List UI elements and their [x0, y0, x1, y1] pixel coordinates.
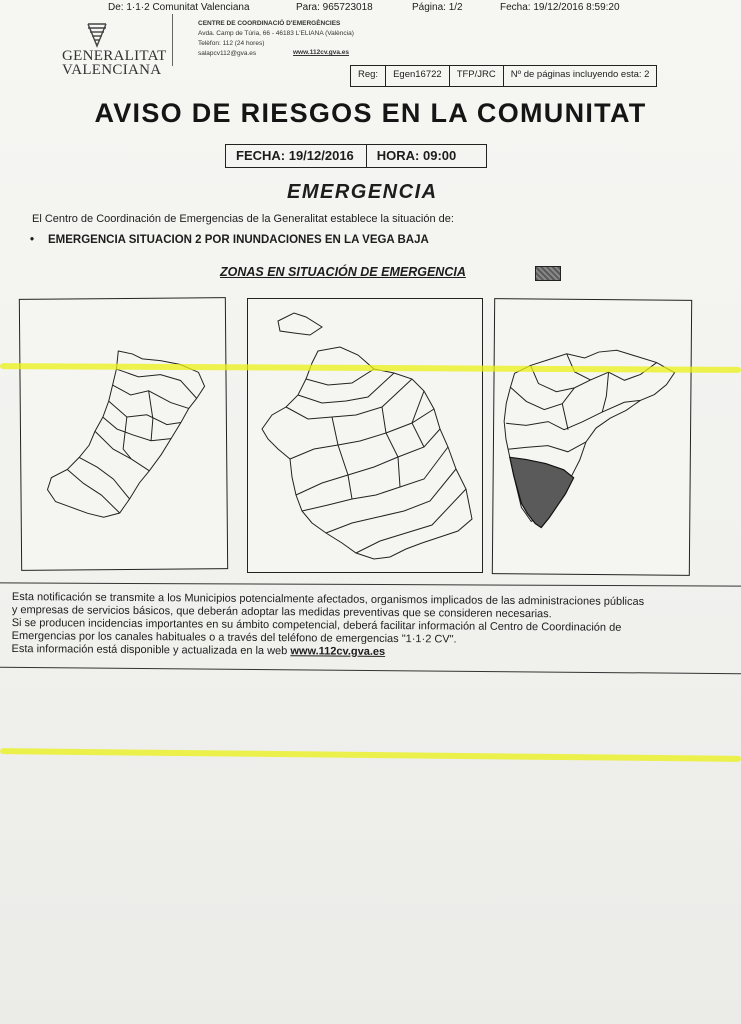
yellow-highlighter-stroke	[0, 748, 741, 762]
registry-label: Reg:	[351, 66, 386, 86]
notice-line: Emergencias por los canales habituales o a través del teléfono de emergencias "1·1·2 CV".	[11, 629, 457, 646]
fax-header	[0, 0, 741, 14]
center-web-link[interactable]: www.112cv.gva.es	[293, 49, 350, 56]
zones-heading: ZONAS EN SITUACIÓN DE EMERGENCIA	[220, 265, 466, 279]
registry-number: Egen16722	[386, 66, 450, 86]
logo-text-line2: VALENCIANA	[62, 62, 162, 78]
fax-date: Fecha: 19/12/2016 8:59:20	[500, 2, 620, 13]
intro-text: El Centro de Coordinación de Emergencias de la Generalitat establece la situación de:	[32, 213, 454, 225]
generalitat-emblem-icon	[84, 20, 110, 48]
notice-web-link[interactable]: www.112cv.gva.es	[290, 645, 386, 658]
distribution-notice	[11, 591, 741, 662]
logo-text-line1: GENERALITAT	[62, 48, 167, 64]
fax-recipient: Para: 965723018	[296, 2, 373, 13]
castellon-map-outline	[20, 298, 227, 570]
page-title: AVISO DE RIESGOS EN LA COMUNITAT	[94, 98, 647, 128]
map-alicante	[492, 298, 692, 576]
notice-bottom-rule	[0, 667, 741, 674]
notice-web-text: Esta información está disponible y actualizada en la web	[11, 642, 288, 658]
center-name: CENTRE DE COORDINACIÓ D'EMERGÈNCIES	[198, 20, 341, 27]
notice-top-rule	[0, 582, 741, 586]
map-castellon	[19, 297, 228, 571]
notice-time: HORA: 09:00	[376, 148, 457, 163]
notice-date: FECHA: 19/12/2016	[226, 145, 367, 167]
fax-from: De: 1·1·2 Comunitat Valenciana	[108, 2, 250, 13]
fax-page-number: Página: 1/2	[412, 2, 463, 13]
situation-text: EMERGENCIA SITUACION 2 POR INUNDACIONES EN LA VEGA BAJA	[48, 234, 429, 246]
center-phone: Telèfon: 112 (24 hores)	[198, 40, 265, 47]
alert-level: EMERGENCIA	[287, 181, 438, 203]
situation-bullet	[30, 234, 429, 246]
registry-table	[350, 65, 657, 87]
registry-page-count: Nº de páginas incluyendo esta: 2	[510, 69, 650, 80]
center-email: salapcv112@gva.es	[198, 50, 257, 57]
map-valencia	[247, 298, 483, 573]
emergency-zone-legend-swatch	[535, 266, 561, 281]
notice-line: Si se producen incidencias importantes en su ámbito competencial, deberá facilitar información al Centro de Coordinación de	[11, 616, 622, 634]
registry-code: TFP/JRC	[450, 66, 504, 86]
notice-line: y empresas de servicios básicos, que deberán adoptar las medidas preventivas que se consideren necesarias.	[11, 603, 552, 621]
bullet-icon: •	[30, 234, 35, 246]
vega-baja-emergency-zone	[509, 457, 574, 528]
valencia-map-outline	[248, 299, 482, 572]
header-divider	[172, 14, 173, 66]
notice-line: Esta notificación se transmite a los Municipios potencialmente afectados, organismos implicados de las administraciones públicas	[11, 591, 645, 608]
center-address: Avda. Camp de Túria, 66 - 46183 L'ELIANA (València)	[198, 30, 354, 37]
date-time-box	[225, 144, 487, 168]
alicante-map-outline	[493, 299, 691, 575]
coordination-center-info	[198, 10, 354, 59]
